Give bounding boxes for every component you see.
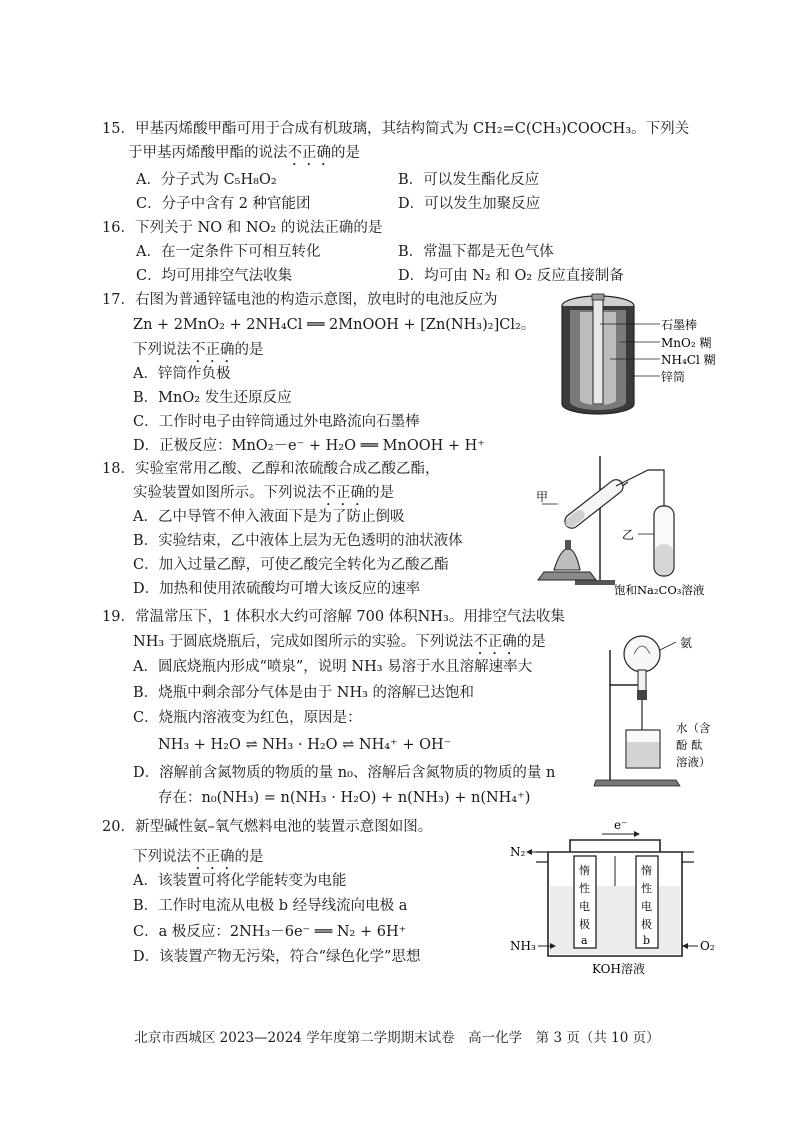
q19-option-d-line1: D．溶解前含氮物质的物质的量 n₀、溶解后含氮物质的物质的量 n <box>133 765 556 781</box>
q20-option-b: B．工作时电流从电极 b 经导线流向电极 a <box>133 898 408 914</box>
emphasis-not-correct: 不正确 <box>287 145 331 161</box>
emphasis-not-correct: 不正确 <box>473 634 517 650</box>
q15-option-c: C．分子中含有 2 种官能团 <box>136 196 311 212</box>
q17-option-c: C．工作时电子由锌筒通过外电路流向石墨棒 <box>133 414 420 430</box>
q17-stem-line1: 17．右图为普通锌锰电池的构造示意图，放电时的电池反应为 <box>102 292 498 308</box>
electrode-b-label: b <box>643 934 651 947</box>
emphasis-not-correct: 不正确 <box>191 849 235 865</box>
fuel-cell-figure <box>510 816 720 976</box>
q19-stem-line1: 19．常温常压下，1 体积水大约可溶解 700 体积NH₃。用排空气法收集 <box>102 609 565 625</box>
q19-option-d-line2: 存在：n₀(NH₃) = n(NH₃ · H₂O) + n(NH₃) + n(NH₄⁺) <box>158 790 531 806</box>
q18-option-a: A．乙中导管不伸入液面下是为了防止倒吸 <box>133 509 405 525</box>
electrode-b-char-3: 电 <box>641 900 652 913</box>
label-o2: O₂ <box>700 939 715 953</box>
label-zinc-can: 锌筒 <box>661 370 686 384</box>
electrode-a-char-4: 极 <box>579 918 590 931</box>
q20-option-c: C．a 极反应：2NH₃－6e⁻ ══ N₂ + 6H⁺ <box>133 924 407 940</box>
q16-option-c: C．均可用排空气法收集 <box>136 268 293 284</box>
ammonia-fountain-figure <box>596 630 721 790</box>
label-mno2-paste: MnO₂ 糊 <box>661 336 712 350</box>
q18-option-d: D．加热和使用浓硫酸均可增大该反应的速率 <box>133 581 421 597</box>
q15-option-b: B．可以发生酯化反应 <box>398 172 540 188</box>
q18-stem-line2: 实验装置如图所示。下列说法不正确的是 <box>133 485 394 501</box>
label-yi: 乙 <box>622 528 635 542</box>
q17-option-a: A．锌筒作负极 <box>133 366 231 382</box>
label-nh3: NH₃ <box>510 939 536 953</box>
label-jia: 甲 <box>536 490 549 504</box>
label-nh4cl-paste: NH₄Cl 糊 <box>661 353 716 367</box>
q17-option-b: B．MnO₂ 发生还原反应 <box>133 390 292 406</box>
electrode-b-char-4: 极 <box>641 918 652 931</box>
q19-equilibrium-equation: NH₃ + H₂O ⇌ NH₃ · H₂O ⇌ NH₄⁺ + OH⁻ <box>158 737 452 753</box>
page-footer: 北京市西城区 2023—2024 学年度第二学期期末试卷 高一化学 第 3 页（共 10 页） <box>134 1030 660 1046</box>
electrode-b-char-2: 性 <box>641 882 652 895</box>
q16-stem: 16．下列关于 NO 和 NO₂ 的说法正确的是 <box>102 220 383 236</box>
label-water-line3: 溶液） <box>676 755 711 769</box>
q20-option-d: D．该装置产物无污染，符合“绿色化学”思想 <box>133 949 421 965</box>
q15-stem-line2: 于甲基丙烯酸甲酯的说法不正确的是 <box>128 145 360 161</box>
q20-stem-line1: 20．新型碱性氨–氧气燃料电池的装置示意图如图。 <box>102 819 433 835</box>
q20-option-a: A．该装置可将化学能转变为电能 <box>133 873 347 889</box>
electrode-a-label: a <box>581 934 588 947</box>
q15-option-a: A．分子式为 C₅H₈O₂ <box>136 172 277 188</box>
q19-option-b: B．烧瓶中剩余部分气体是由于 NH₃ 的溶解已达饱和 <box>133 685 475 701</box>
q16-option-a: A．在一定条件下可相互转化 <box>136 244 321 260</box>
electrode-a-char-1: 惰 <box>579 864 590 877</box>
electrode-b-char-1: 惰 <box>641 864 652 877</box>
electrode-a-char-2: 性 <box>579 882 590 895</box>
q19-option-a: A．圆底烧瓶内形成“喷泉”，说明 NH₃ 易溶于水且溶解速率大 <box>133 659 533 675</box>
label-koh: KOH溶液 <box>592 962 645 976</box>
label-saturated-na2co3: 饱和Na₂CO₃溶液 <box>614 583 705 597</box>
electrode-a-char-3: 电 <box>579 900 590 913</box>
q19-option-c: C．烧瓶内溶液变为红色，原因是： <box>133 710 362 726</box>
emphasis-not-correct: 不正确 <box>191 342 235 358</box>
q20-stem-line2: 下列说法不正确的是 <box>133 849 264 865</box>
q17-option-d: D．正极反应：MnO₂－e⁻ + H₂O ══ MnOOH + H⁺ <box>133 438 485 454</box>
label-n2: N₂ <box>510 845 526 859</box>
q19-stem-line2: NH₃ 于圆底烧瓶后，完成如图所示的实验。下列说法不正确的是 <box>133 634 546 650</box>
q17-stem-line3: 下列说法不正确的是 <box>133 342 264 358</box>
zinc-manganese-cell-figure <box>560 292 716 422</box>
q16-option-b: B．常温下都是无色气体 <box>398 244 554 260</box>
q18-option-c: C．加入过量乙醇，可使乙酸完全转化为乙酸乙酯 <box>133 557 449 573</box>
q18-stem-line1: 18．实验室常用乙酸、乙醇和浓硫酸合成乙酸乙酯， <box>102 461 440 477</box>
q17-equation: Zn + 2MnO₂ + 2NH₄Cl ══ 2MnOOH + [Zn(NH₃)₂]Cl₂。 <box>133 317 536 333</box>
q15-stem-line1: 15．甲基丙烯酸甲酯可用于合成有机玻璃，其结构简式为 CH₂=C(CH₃)COOCH₃。下列关 <box>102 121 690 137</box>
label-graphite-rod: 石墨棒 <box>661 318 698 332</box>
emphasis-not-correct: 不正确 <box>321 485 365 501</box>
q18-option-b: B．实验结束，乙中液体上层为无色透明的油状液体 <box>133 533 463 549</box>
q16-option-d: D．均可由 N₂ 和 O₂ 反应直接制备 <box>398 268 624 284</box>
ethyl-acetate-apparatus-figure <box>530 452 720 602</box>
label-electron: e⁻ <box>614 818 628 832</box>
label-ammonia: 氨 <box>680 636 693 650</box>
label-water-line1: 水（含 <box>676 721 711 735</box>
label-water-line2: 酚 酞 <box>676 738 703 752</box>
q15-option-d: D．可以发生加聚反应 <box>398 196 541 212</box>
